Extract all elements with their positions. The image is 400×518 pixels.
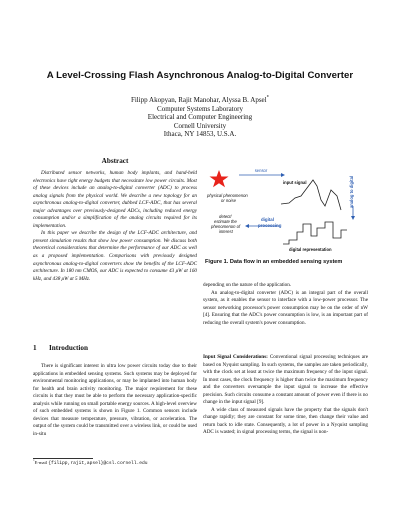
figure-1-dataflow-diagram: [205, 166, 367, 252]
section-number: 1: [33, 344, 37, 352]
input-signal-considerations: [203, 354, 368, 437]
affiliation-line: Cornell University: [173, 121, 227, 130]
footnote: [33, 460, 197, 467]
footnote-email: {filipp,rajit,apsel}@csl.cornell.edu: [48, 461, 148, 466]
body-paragraph: A wide class of measured signals have the property that the signals don't change rapidly; they are constant for some time, then change their value and return back to idle state. Consequently, a lot of power in a Nyquist sampling ADC is wasted; in signal processing terms, the signal is non-: [203, 406, 368, 436]
noise-label: or noise: [221, 198, 236, 203]
detect-label: phenomenon of: [211, 224, 241, 229]
section-heading-introduction: [33, 344, 197, 352]
detect-label: estimate the: [214, 219, 237, 224]
footnote-label: E-mail: [34, 460, 49, 465]
abstract-paragraph: Distributed sensor networks, human body implants, and hand-held electronics have tight energy budgets that necessitate low power circuits. Most of these devices include an analog-to-digital converter (ADC) to process analog signals from the physical world. We describe a new topology for an asynchronous analog-to-digital converter, dubbed LCF-ADC, that has several major advantages over previously-designed ADCs, including reduced energy consumption and/or a simplification of the analog circuits required for its implementation.: [33, 170, 197, 229]
processing-arrowhead: [245, 224, 249, 228]
author-block: [0, 96, 400, 139]
digital-processing-label: digital: [261, 217, 274, 222]
author-names: Filipp Akopyan, Rajit Manohar, Alyssa B. Apsel*: [130, 95, 270, 104]
digital-representation-waveform: [283, 222, 347, 244]
footnote-rule: [33, 458, 93, 459]
affiliation-line: Electrical and Computer Engineering: [147, 113, 253, 122]
sensor-label: sensor: [254, 168, 268, 173]
digital-representation-label: digital representation: [289, 247, 332, 252]
body-paragraph: There is significant interest in ultra low power circuits today due to their applications in embedded sensing systems. Such systems may be deployed for environmental monitoring applications, or may be implanted into human body for health and brain activity monitoring. The major requirement for these circuits is that they must be able to perform the necessary application-specific analysis while running on small portable energy sources. A high-level overview of such embedded systems is shown in Figure 1. Common sensors include devices that measure temperature, pressure, vibration, or acceleration. The output of the system could be transmitted over a wireless link, or could be used in-situ: [33, 363, 197, 437]
abstract-paragraph: In this paper we describe the design of the LCF-ADC architecture, and present simulation results that show low power consumption. We discuss both theoretical considerations that determine the performance of our ADC as well as a proposed implementation. Comparisons with previously designed asynchronous analog-to-digital converters show the benefits of the LCF-ADC architecture. In 180 nm CMOS, our ADC is expected to consume 43 μW at 160 kHz, and 438 μW at 5 MHz.: [33, 230, 197, 282]
sensor-arrowhead: [281, 173, 285, 177]
author-footnote-mark: *: [266, 95, 270, 101]
body-paragraph: Input Signal Considerations: Conventional signal processing techniques are based on Nyquist sampling. In such systems, the samples are taken periodically, with the clock set at least at twice the maximum frequency of the input signal. In most cases, the clock frequency is higher than twice the maximum frequency and the converters oversample the input signal to increase the effective precision. Such circuits consume a constant amount of power even if there is no change in the input signal [9].: [203, 354, 368, 406]
detect-label: detect/: [219, 214, 232, 219]
section-title: Introduction: [49, 344, 89, 352]
detect-label: interest: [219, 229, 233, 234]
introduction-body: [33, 363, 197, 438]
body-paragraph: depending on the nature of the application.: [203, 282, 292, 288]
abstract-body: [33, 170, 197, 283]
abstract-heading: Abstract: [101, 157, 129, 165]
figure-1-caption: Figure 1. Data flow in an embedded sensing system: [205, 259, 343, 265]
analog-to-digital-label: analog to digital: [349, 175, 354, 209]
paper-title: A Level-Crossing Flash Asynchronous Analog-to-Digital Converter: [46, 70, 354, 81]
star-icon: [210, 170, 229, 187]
digital-processing-label: processing: [258, 223, 282, 228]
right-column-text: [203, 282, 368, 327]
runin-heading: Input Signal Considerations:: [203, 354, 268, 360]
analog-to-digital-arrowhead: [351, 216, 355, 220]
footnote-mark: *: [33, 458, 35, 463]
physical-phenomenon-label: physical phenomenon: [207, 193, 248, 198]
input-signal-label: input signal: [283, 180, 307, 185]
affiliation-line: Computer Systems Laboratory: [157, 104, 243, 113]
affiliation-line: Ithaca, NY 14853, U.S.A.: [163, 130, 237, 139]
body-paragraph: An analog-to-digital converter (ADC) is an integral part of the overall system, as it enables the sensor to interface with a low-power processor. The sensor networking processor's power consumption may be on the order of nW [4]. Ensuring that the ADC's power consumption is low, is an important part of reducing the overall system's power consumption.: [203, 289, 368, 326]
